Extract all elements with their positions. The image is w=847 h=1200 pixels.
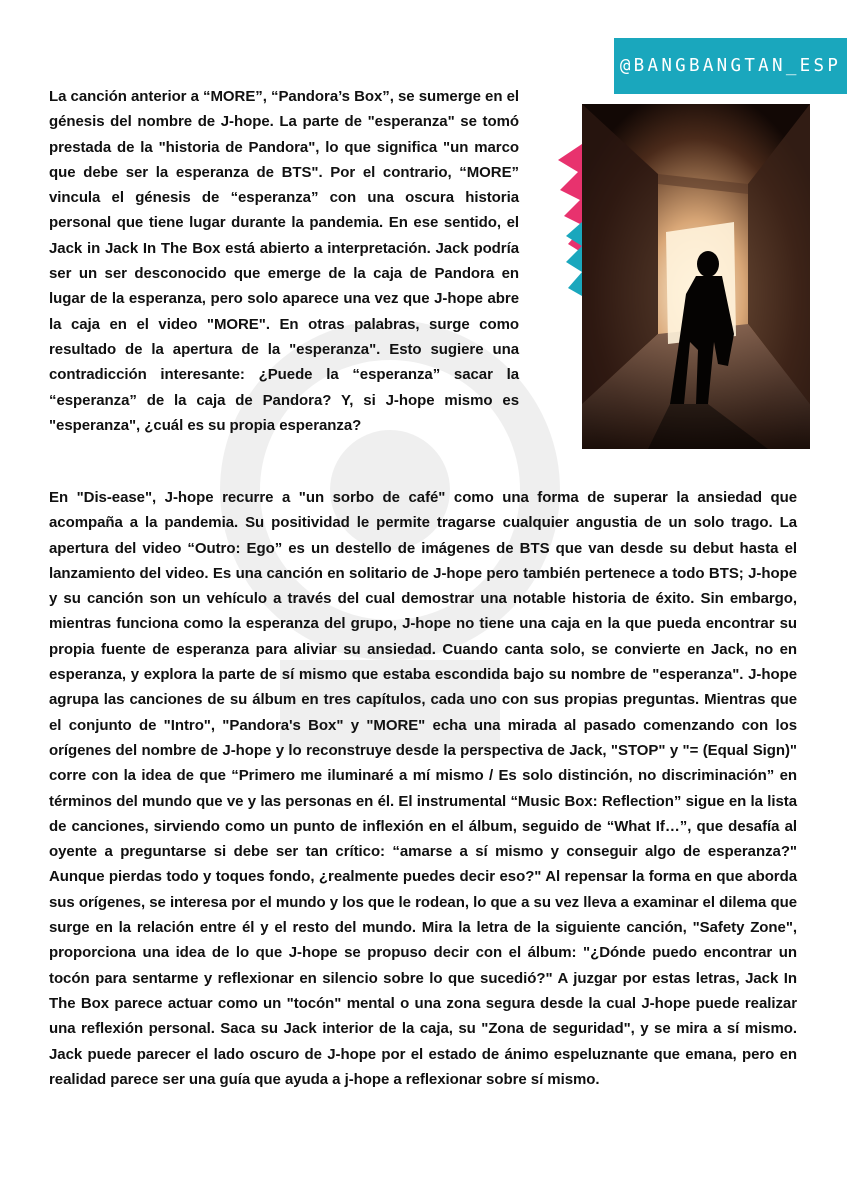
social-handle-text: @BANGBANGTAN_ESP bbox=[619, 56, 842, 76]
social-handle-badge bbox=[614, 38, 847, 94]
photo-illustration bbox=[558, 104, 810, 449]
article-paragraph-1: La canción anterior a “MORE”, “Pandora’s Box”, se sumerge en el génesis del nombre de J-hope. La parte de "esperanza" se tomó prestada de la "historia de Pandora", lo que significa "un marco que debe ser la esperanza de BTS". Por el contrario, “MORE” vincula el génesis de “esperanza” con una oscura historia personal que tiene lugar durante la pandemia. En ese sentido, el Jack in Jack In The Box está abierto a interpretación. Jack podría ser un ser desconocido que emerge de la caja de Pandora en lugar de la esperanza, pero solo aparece una vez que J-hope abre la caja en el video "MORE". En otras palabras, surge como resultado de la apertura de la "esperanza". Esto sugiere una contradicción interesante: ¿Puede la “esperanza” sacar la “esperanza” de la caja de Pandora? Y, si J-hope mismo es "esperanza", ¿cuál es su propia esperanza? bbox=[49, 88, 519, 434]
article-paragraph-2: En "Dis-ease", J-hope recurre a "un sorbo de café" como una forma de superar la ansiedad que acompaña a la pandemia. Su positividad le permite tragarse cualquier angustia de un solo trago. La apertura del video “Outro: Ego” es un destello de imágenes de BTS que van desde su debut hasta el lanzamiento del video. Es una canción en solitario de J-hope pero también pertenece a todo BTS; J-hope y su canción son un vehículo a través del cual demostrar una notable historia de éxito. Sin embargo, mientras funciona como la esperanza del grupo, J-hope no tiene una caja en la que pueda encontrar su propia fuente de esperanza para aliviar su ansiedad. Cuando canta solo, se convierte en Jack, no en esperanza, y explora la parte de sí mismo que estaba escondida bajo su nombre de "esperanza". J-hope agrupa las canciones de su álbum en tres capítulos, cada uno con sus propias preguntas. Mientras que el conjunto de "Intro", "Pandora's Box" y "MORE" echa una mirada al pasado comenzando con los orígenes del nombre de J-hope y lo reconstruye desde la perspectiva de Jack, "STOP" y "= (Equal Sign)" corre con la idea de que “Primero me iluminaré a mí mismo / Es solo distinción, no discriminación” en términos del mundo que ve y las personas en él. El instrumental “Music Box: Reflection” sigue en la lista de canciones, sirviendo como un punto de inflexión en el álbum, seguido de “What If…”, que desafía al oyente a preguntarse si debe ser tan crítico: “amarse a sí mismo y conseguir algo de esperanza?" Aunque pierdas todo y toques fondo, ¿realmente puedes decir eso?" Al repensar la forma en que aborda sus orígenes, se interesa por el mundo y los que le rodean, lo que a su vez lleva a examinar el dilema que surge en la relación entre él y el resto del mundo. Mira la letra de la siguiente canción, "Safety Zone", proporciona una idea de lo que J-hope se propuso decir con el álbum: "¿Dónde puedo encontrar un tocón para sentarme y reflexionar en silencio sobre lo que sucedió?" A juzgar por estas letras, Jack In The Box parece actuar como un "tocón" mental o una zona segura desde la cual J-hope puede realizar una reflexión personal. Saca su Jack interior de la caja, su "Zona de seguridad", y se mira a sí mismo. Jack puede parecer el lado oscuro de J-hope por el estado de ánimo espeluznante que emana, pero en realidad parece ser una guía que ayuda a j-hope a reflexionar sobre sí mismo. bbox=[49, 489, 797, 1088]
article-photo bbox=[558, 104, 810, 449]
